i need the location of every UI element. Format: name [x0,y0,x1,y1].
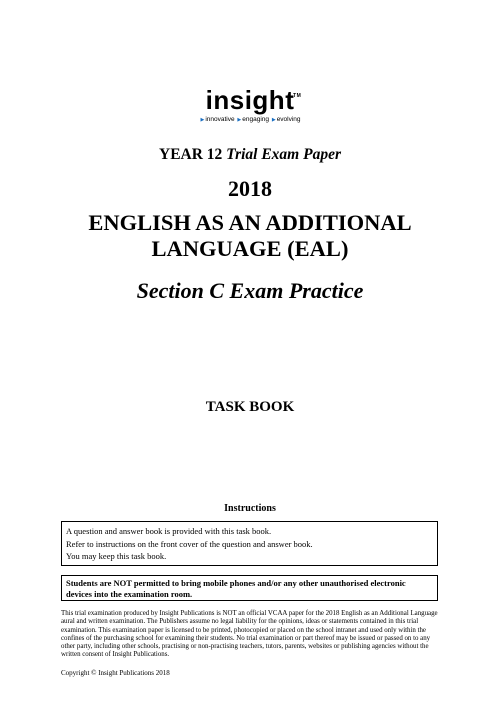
arrow-icon: ▶ [237,117,242,123]
paper-type: Trial Exam Paper [226,146,341,163]
warning-text: Students are NOT permitted to bring mobile phones and/or any other unauthorised electronic devices into the examination room. [66,578,406,599]
warning-box [61,575,438,601]
tagline-word: innovative [205,116,235,123]
year-level: YEAR 12 [159,146,223,163]
instructions-box [61,521,438,566]
logo-tagline [0,115,500,125]
instruction-line: A question and answer book is provided with this task book. [66,526,272,536]
instruction-line: You may keep this task book. [66,551,167,561]
tagline-word: engaging [242,116,270,123]
exam-year: 2018 [228,176,272,201]
paper-title [0,146,500,164]
tagline-word: evolving [276,116,301,123]
insight-logo [0,86,500,125]
disclaimer-text: This trial examination produced by Insight Publications is NOT an official VCAA paper for the 2018 English as an Additional Language aural and written examination. The Publishers assume no legal liability for the opinions, ideas or statements contained in this trial examination. This examination paper is licensed to be printed, photocopied or placed on the school intranet and used only within the confines of the purchasing school for examining their students. No trial examination or part thereof may be issued or passed on to any other party, including other schools, practising or non-practising teachers, tutors, parents, websites or publishing agencies without the written consent of Insight Publications. [61,610,438,659]
section-title: Section C Exam Practice [136,278,364,303]
instruction-line: Refer to instructions on the front cover of the question and answer book. [66,538,313,549]
trademark-mark: TM [293,93,302,99]
subject-title [0,210,500,262]
subject-line-1: ENGLISH AS AN ADDITIONAL [88,210,412,235]
logo-wordmark: insight [205,85,295,115]
arrow-icon: ▶ [200,117,205,123]
copyright-text: Copyright © Insight Publications 2018 [61,669,170,677]
arrow-icon: ▶ [271,117,276,123]
task-book-heading: TASK BOOK [205,399,295,415]
instructions-heading: Instructions [224,503,276,514]
subject-line-2: LANGUAGE (EAL) [151,236,349,261]
